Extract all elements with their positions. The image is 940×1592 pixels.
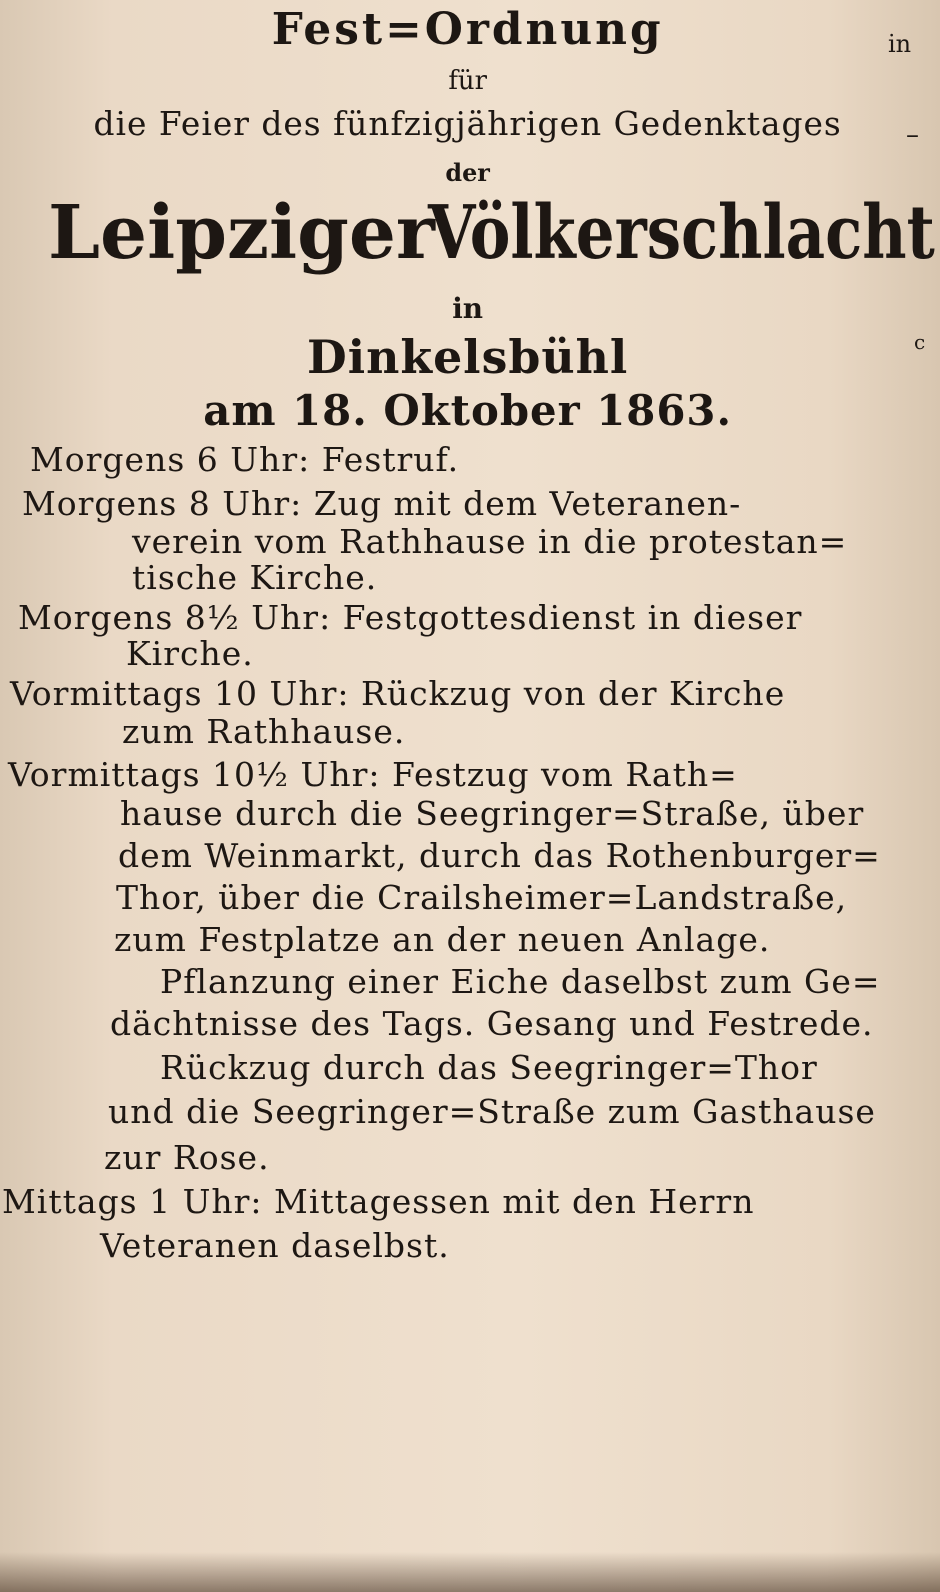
program-line: zum Rathhause. — [122, 712, 406, 751]
program-line: Rückzug durch das Seegringer=Thor — [160, 1048, 818, 1087]
program-line: zum Festplatze an der neuen Anlage. — [114, 920, 771, 959]
program-line: Mittags 1 Uhr: Mittagessen mit den Herrn — [2, 1182, 755, 1221]
program-line: Morgens 8 Uhr: Zug mit dem Veteranen- — [22, 484, 742, 523]
event-date: am 18. Oktober 1863. — [203, 386, 733, 435]
program-line: Vormittags 10½ Uhr: Festzug vom Rath= — [8, 755, 738, 794]
main-title-leipziger: Leipziger — [48, 190, 435, 276]
program-line: und die Seegringer=Straße zum Gasthause — [108, 1092, 876, 1131]
margin-dash: – — [906, 120, 919, 150]
program-line: hause durch die Seegringer=Straße, über — [120, 794, 865, 833]
document-title: Fest=Ordnung — [271, 4, 664, 55]
program-line: Pflanzung einer Eiche daselbst zum Ge= — [160, 962, 881, 1001]
program-line: Veteranen daselbst. — [100, 1226, 450, 1265]
program-line: verein vom Rathhause in die protestan= — [132, 522, 848, 561]
program-line: Morgens 8½ Uhr: Festgottesdienst in dieser — [18, 598, 803, 637]
program-line: Morgens 6 Uhr: Festruf. — [30, 440, 460, 479]
margin-text-c: c — [914, 330, 926, 354]
program-line: Kirche. — [126, 634, 254, 673]
program-line: zur Rose. — [104, 1138, 270, 1177]
title-fuer: für — [448, 66, 487, 96]
title-der: der — [445, 158, 490, 187]
program-line: tische Kirche. — [132, 558, 378, 597]
program-line: Vormittags 10 Uhr: Rückzug von der Kirche — [10, 674, 786, 713]
program-line: dächtnisse des Tags. Gesang und Festrede. — [110, 1004, 874, 1043]
main-title-voelkerschlacht: Völkerschlacht — [428, 190, 935, 276]
margin-text-in: in — [888, 30, 912, 58]
program-line: Thor, über die Crailsheimer=Landstraße, — [116, 878, 848, 917]
program-line: dem Weinmarkt, durch das Rothenburger= — [118, 836, 881, 875]
title-in: in — [452, 292, 484, 325]
title-subtitle: die Feier des fünfzigjährigen Gedenktages — [93, 104, 842, 143]
page-bottom-shadow — [0, 1552, 940, 1592]
place-name: Dinkelsbühl — [307, 330, 629, 384]
